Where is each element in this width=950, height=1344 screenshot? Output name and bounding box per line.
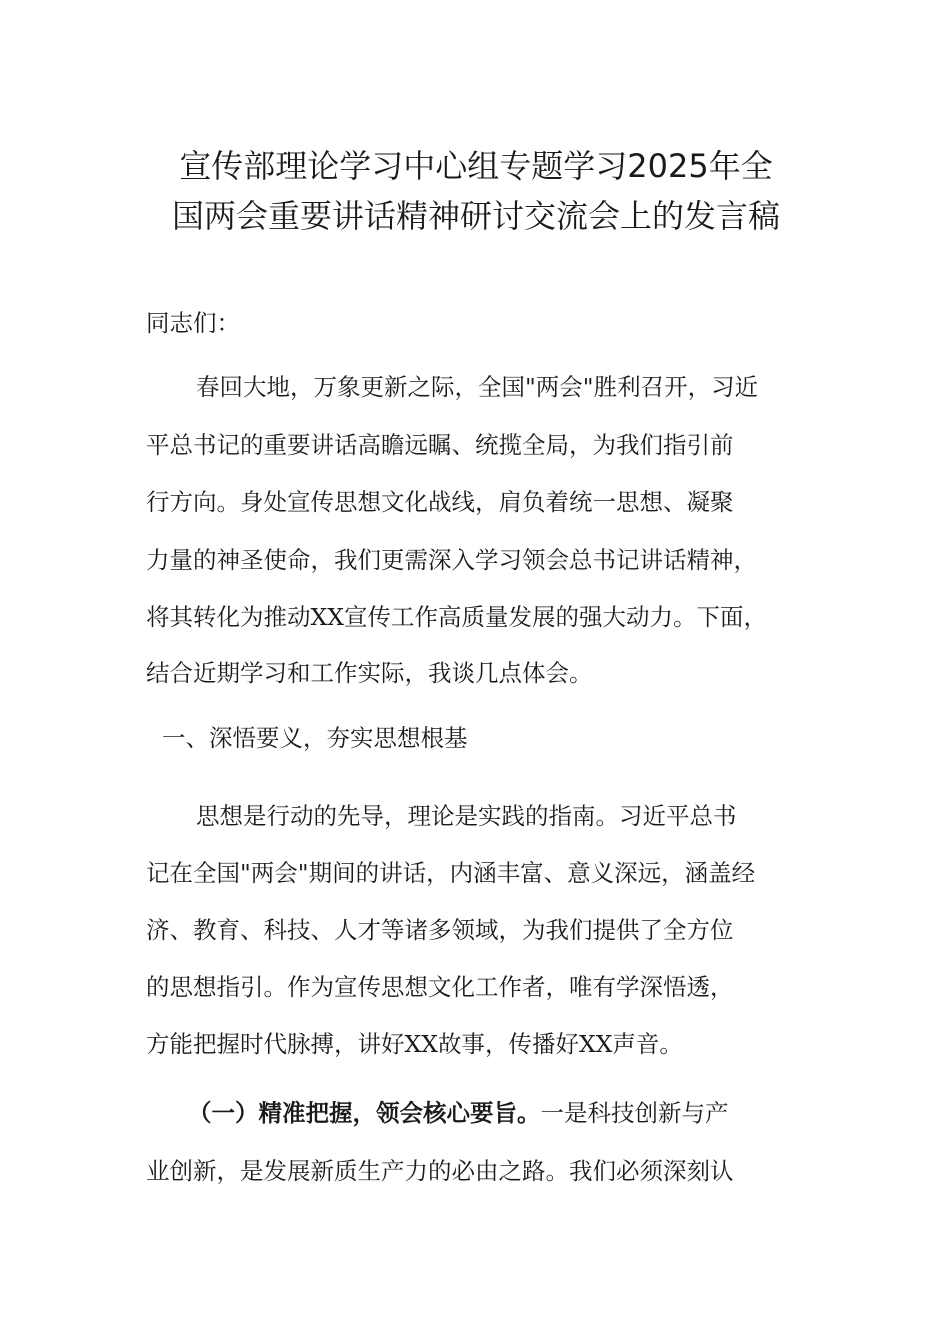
subsection-line: 业创新，是发展新质生产力的必由之路。我们必须深刻认 [146, 1157, 734, 1185]
intro-line: 平总书记的重要讲话高瞻远瞩、统揽全局，为我们指引前 [146, 431, 734, 459]
section-line: 济、教育、科技、人才等诸多领域，为我们提供了全方位 [146, 916, 734, 944]
subsection-lead: （一）精准把握，领会核心要旨。 [188, 1099, 541, 1127]
intro-line: 行方向。身处宣传思想文化战线，肩负着统一思想、凝聚 [146, 488, 734, 516]
intro-line: 力量的神圣使命，我们更需深入学习领会总书记讲话精神， [146, 546, 757, 574]
subsection-line [188, 1097, 729, 1129]
subsection-lead-rest: 一是科技创新与产 [540, 1099, 729, 1127]
intro-line: 将其转化为推动XX宣传工作高质量发展的强大动力。下面， [146, 603, 767, 631]
section-heading: 一、深悟要义，夯实思想根基 [162, 724, 468, 752]
section-line: 方能把握时代脉搏，讲好XX故事，传播好XX声音。 [146, 1030, 683, 1058]
document-title-line-1: 宣传部理论学习中心组专题学习2025年全 [179, 147, 773, 185]
intro-line: 春回大地，万象更新之际，全国"两会"胜利召开，习近 [196, 373, 759, 401]
section-line: 思想是行动的先导，理论是实践的指南。习近平总书 [196, 802, 737, 830]
section-line: 记在全国"两会"期间的讲话，内涵丰富、意义深远，涵盖经 [146, 859, 756, 887]
section-line: 的思想指引。作为宣传思想文化工作者，唯有学深悟透， [146, 973, 734, 1001]
intro-line: 结合近期学习和工作实际，我谈几点体会。 [146, 659, 593, 687]
salutation: 同志们： [146, 309, 240, 337]
document-title-line-2: 国两会重要讲话精神研讨交流会上的发言稿 [171, 197, 780, 235]
